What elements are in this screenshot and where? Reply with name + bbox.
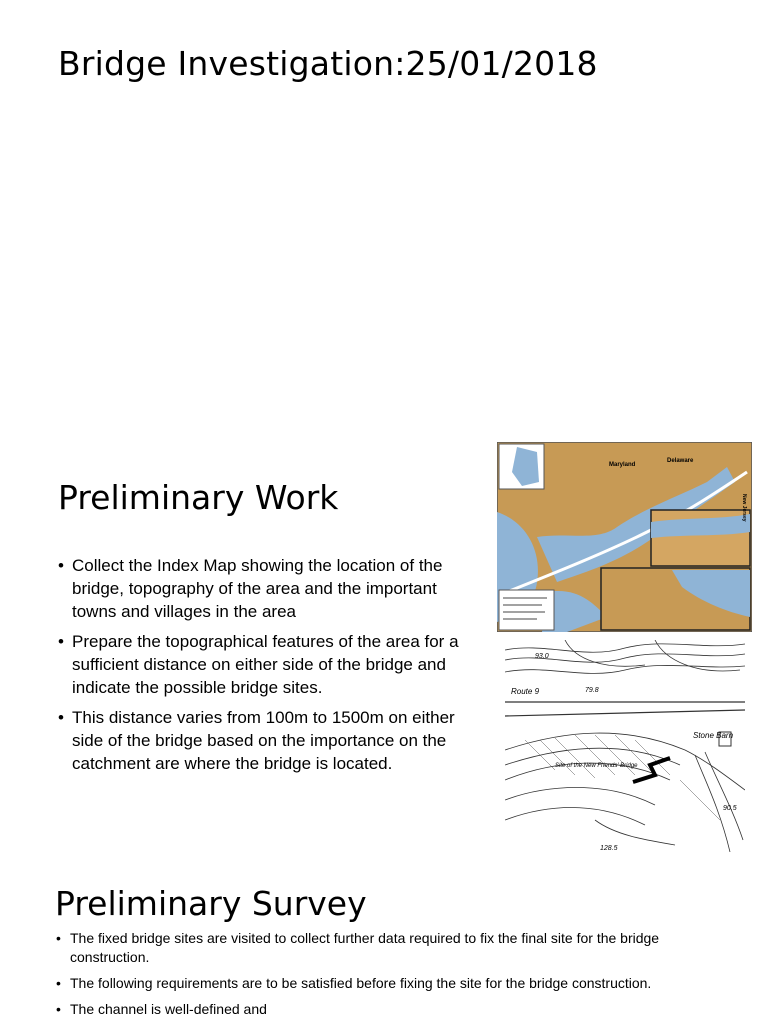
list-item: • Collect the Index Map showing the location of the bridge, topography of the area and the important towns and villages in the area bbox=[58, 554, 478, 623]
map-label-maryland: Maryland bbox=[609, 462, 636, 468]
preliminary-work-list bbox=[58, 554, 478, 782]
topo-label-route: Route 9 bbox=[511, 687, 540, 696]
topo-label-elev-1: 93.0 bbox=[535, 653, 549, 660]
list-item: • The following requirements are to be satisfied before fixing the site for the bridge construction. bbox=[56, 974, 716, 993]
topo-label-elev-2: 79.8 bbox=[585, 687, 599, 694]
topo-label-site: Site of the New Friends' Bridge bbox=[555, 763, 638, 769]
list-item: • Prepare the topographical features of the area for a sufficient distance on either side of the bridge and indicate the possible bridge sites. bbox=[58, 630, 478, 699]
topo-label-elev-4: 90.5 bbox=[723, 805, 737, 812]
preliminary-survey-heading: Preliminary Survey bbox=[55, 884, 367, 923]
list-item: • The channel is well-defined and bbox=[56, 1000, 716, 1019]
topo-map-image bbox=[505, 640, 745, 852]
map-label-new-jersey: New Jersey bbox=[741, 494, 747, 522]
topo-label-stone-barn: Stone Barn bbox=[693, 731, 734, 740]
list-item: • The fixed bridge sites are visited to collect further data required to fix the final site for the bridge construction. bbox=[56, 929, 716, 967]
page-title: Bridge Investigation:25/01/2018 bbox=[58, 44, 598, 83]
preliminary-survey-list bbox=[56, 929, 716, 1026]
preliminary-work-heading: Preliminary Work bbox=[58, 478, 339, 517]
list-item: • This distance varies from 100m to 1500m on either side of the bridge based on the importance on the catchment are where the bridge is located. bbox=[58, 706, 478, 775]
index-map-image bbox=[497, 442, 752, 632]
map-label-delaware: Delaware bbox=[667, 458, 694, 464]
topo-label-elev-3: 128.5 bbox=[600, 845, 618, 852]
